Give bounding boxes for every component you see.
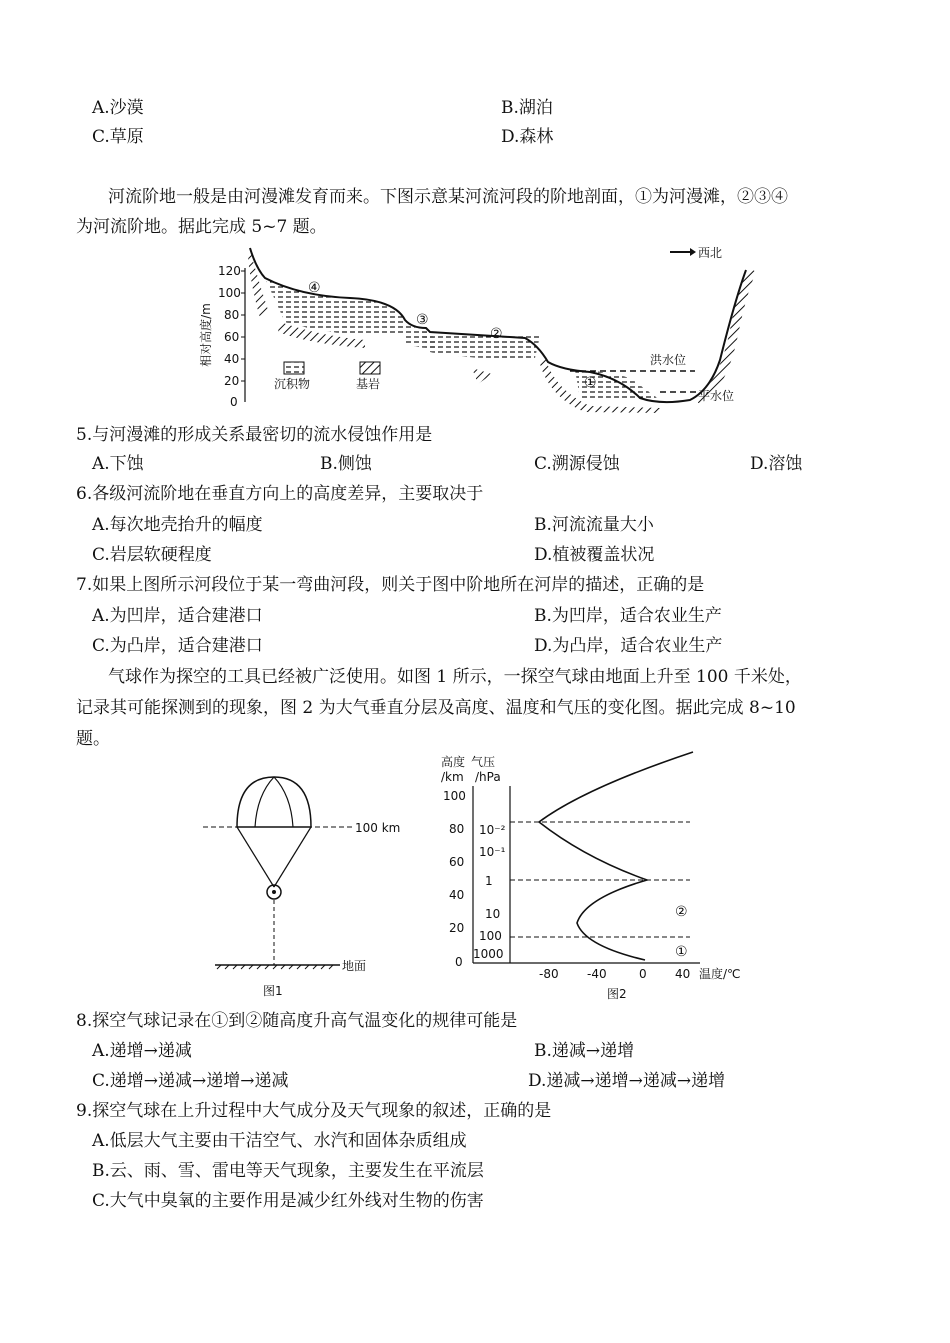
q9-option-c: C.大气中臭氧的主要作用是减少红外线对生物的伤害 [92, 1191, 484, 1211]
q5-stem: 5.与河漫滩的形成关系最密切的流水侵蚀作用是 [76, 425, 433, 445]
bedrock-left [248, 250, 268, 318]
q8-stem: 8.探空气球记录在①到②随高度升高气温变化的规律可能是 [76, 1011, 518, 1031]
direction-arrow [670, 246, 722, 260]
q8-option-b: B.递减→递增 [534, 1041, 635, 1061]
label-terrace-4: ④ [308, 280, 321, 296]
h-tick: 0 [455, 955, 463, 969]
intro1-line2: 为河流阶地。据此完成 5~7 题。 [76, 217, 327, 237]
q5-option-c: C.溯源侵蚀 [534, 454, 620, 474]
q7-option-d: D.为凸岸，适合农业生产 [534, 636, 723, 656]
y-tick: 0 [230, 395, 238, 409]
p-tick: 1 [485, 874, 493, 888]
q8-option-d: D.递减→递增→递减→递增 [528, 1071, 726, 1091]
q7-option-c: C.为凸岸，适合建港口 [92, 636, 263, 656]
p-tick: 10⁻¹ [479, 845, 506, 859]
q9-option-a: A.低层大气主要由干洁空气、水汽和固体杂质组成 [92, 1131, 467, 1151]
intro1-line1: 河流阶地一般是由河漫滩发育而来。下图示意某河流河段的阶地剖面，①为河漫滩，②③④ [108, 187, 788, 207]
q4-option-c: C.草原 [92, 127, 144, 147]
q6-option-a: A.每次地壳抬升的幅度 [92, 515, 263, 535]
marker-1: ① [675, 944, 688, 960]
x-axis-label: 温度/℃ [699, 967, 741, 981]
marker-2: ② [675, 904, 688, 920]
p-tick: 10⁻² [479, 823, 506, 837]
label-normal-level: 平水位 [698, 389, 735, 403]
p-tick: 1000 [473, 947, 504, 961]
pressure-header: 气压 [471, 755, 496, 769]
temperature-curve [539, 752, 693, 960]
q7-option-b: B.为凹岸，适合农业生产 [534, 606, 722, 626]
y-tick-labels [218, 264, 241, 409]
intro2-line1: 气球作为探空的工具已经被广泛使用。如图 1 所示，一探空气球由地面上升至 100 千米处， [108, 667, 802, 687]
legend-sediment-swatch [284, 362, 304, 374]
figure2-caption: 图2 [607, 987, 627, 1001]
pressure-unit: /hPa [475, 770, 501, 784]
h-tick: 80 [449, 822, 465, 836]
label-floodplain-1: ① [584, 375, 597, 391]
altitude-label: 100 km [355, 821, 401, 835]
t-tick: 0 [639, 967, 647, 981]
intro2-line3: 题。 [76, 729, 110, 749]
q8-option-a: A.递增→递减 [92, 1041, 192, 1061]
t-tick: -40 [587, 967, 607, 981]
q6-option-c: C.岩层软硬程度 [92, 545, 212, 565]
p-tick: 10 [485, 907, 501, 921]
label-terrace-2: ② [490, 326, 503, 342]
legend-bedrock-label: 基岩 [356, 377, 381, 391]
legend-sediment-label: 沉积物 [274, 377, 311, 391]
y-tick: 100 [218, 286, 241, 300]
t-tick: 40 [675, 967, 691, 981]
q4-option-b: B.湖泊 [501, 98, 553, 118]
h-tick: 20 [449, 921, 465, 935]
q6-stem: 6.各级河流阶地在垂直方向上的高度差异，主要取决于 [76, 484, 484, 504]
h-tick: 40 [449, 888, 465, 902]
ground-label: 地面 [342, 959, 367, 973]
balloon-figure [195, 755, 405, 1005]
q9-stem: 9.探空气球在上升过程中大气成分及天气现象的叙述，正确的是 [76, 1101, 552, 1121]
q4-option-d: D.森林 [501, 127, 554, 147]
y-tick: 80 [224, 308, 240, 322]
direction-label: 西北 [698, 246, 723, 260]
q9-option-b: B.云、雨、雪、雷电等天气现象，主要发生在平流层 [92, 1161, 484, 1181]
y-tick: 40 [224, 352, 240, 366]
label-flood-level: 洪水位 [650, 353, 687, 367]
legend-bedrock-swatch [360, 362, 380, 374]
y-tick: 120 [218, 264, 241, 278]
river-terrace-figure [190, 240, 770, 415]
h-tick: 60 [449, 855, 465, 869]
label-terrace-3: ③ [416, 312, 429, 328]
q4-option-a: A.沙漠 [92, 98, 144, 118]
h-tick: 100 [443, 789, 466, 803]
q6-option-b: B.河流流量大小 [534, 515, 654, 535]
q8-option-c: C.递增→递减→递增→递减 [92, 1071, 289, 1091]
figure1-caption: 图1 [263, 984, 283, 998]
parachute-canopy [237, 777, 311, 827]
q5-option-d: D.溶蚀 [750, 454, 803, 474]
q5-option-b: B.侧蚀 [320, 454, 372, 474]
height-unit: /km [441, 770, 464, 784]
q7-option-a: A.为凹岸，适合建港口 [92, 606, 263, 626]
y-axis-label: 相对高度/m [199, 303, 213, 367]
atmosphere-chart [435, 748, 765, 1008]
q6-option-d: D.植被覆盖状况 [534, 545, 655, 565]
y-tick: 60 [224, 330, 240, 344]
q7-stem: 7.如果上图所示河段位于某一弯曲河段，则关于图中阶地所在河岸的描述，正确的是 [76, 575, 705, 595]
y-tick: 20 [224, 374, 240, 388]
height-header: 高度 [441, 755, 466, 769]
t-tick: -80 [539, 967, 559, 981]
p-tick: 100 [479, 929, 502, 943]
intro2-line2: 记录其可能探测到的现象，图 2 为大气垂直分层及高度、温度和气压的变化图。据此完成 8~10 [76, 698, 796, 718]
q5-option-a: A.下蚀 [92, 454, 144, 474]
